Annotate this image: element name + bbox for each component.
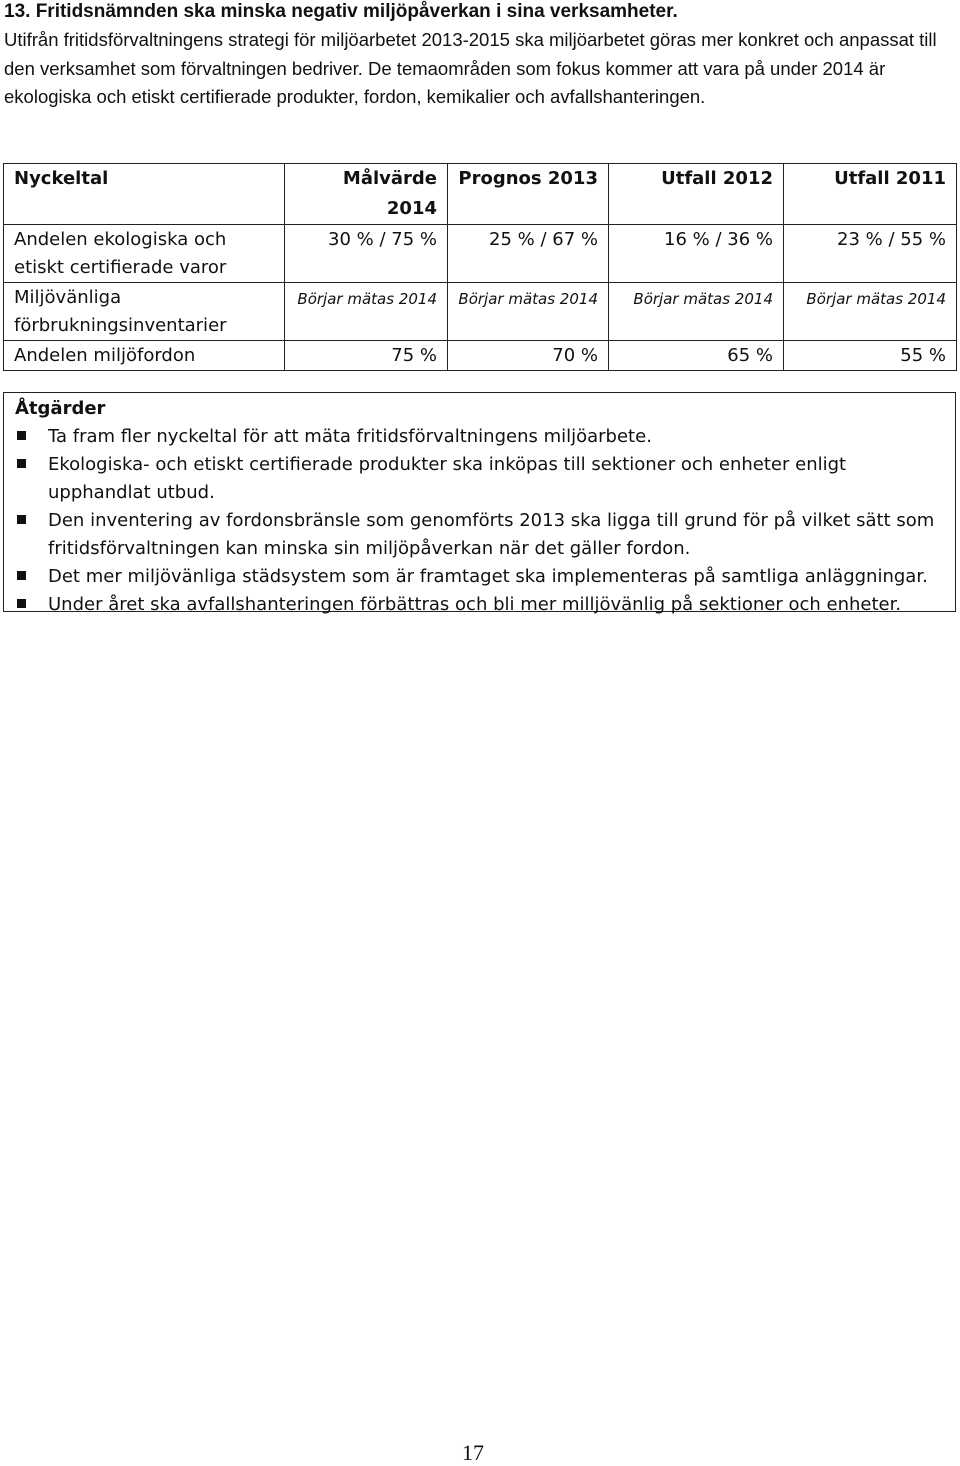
list-item [4, 451, 949, 507]
cell-value: 65 % [609, 341, 784, 371]
kpi-header-row [4, 164, 957, 225]
cell-value: 16 % / 36 % [609, 225, 784, 283]
square-bullet-icon [17, 515, 26, 524]
actions-box [3, 392, 956, 615]
list-item [4, 591, 949, 619]
table-row [4, 225, 957, 283]
page-number: 17 [462, 1440, 484, 1465]
cell-value: Börjar mätas 2014 [784, 283, 957, 341]
square-bullet-icon [17, 599, 26, 608]
cell-value: Börjar mätas 2014 [285, 283, 448, 341]
actions-title: Åtgärder [15, 398, 106, 419]
list-item-text: Ta fram fler nyckeltal för att mäta fritidsförvaltningens miljöarbete. [48, 426, 652, 447]
section-heading: 13. Fritidsnämnden ska minska negativ miljöpåverkan i sina verksamheter. [4, 1, 678, 22]
list-item [4, 423, 949, 451]
list-item-text: Den inventering av fordonsbränsle som genomförts 2013 ska ligga till grund för på vilket sätt som fritidsförvaltningen kan minska sin miljöpåverkan när det gäller fordon. [48, 510, 935, 559]
cell-value: 55 % [784, 341, 957, 371]
cell-value: 75 % [285, 341, 448, 371]
intro-paragraph: Utifrån fritidsförvaltningens strategi för miljöarbetet 2013-2015 ska miljöarbetet göras mer konkret och anpassat till den verksamhet som förvaltningen bedriver. De temaområden som fokus kommer att vara på under 2014 är ekologiska och etiskt certifierade produkter, fordon, kemikalier och avfallshanteringen. [4, 29, 937, 107]
header-malvarde-2014: Målvärde 2014 [285, 164, 448, 225]
square-bullet-icon [17, 571, 26, 580]
list-item-text: Ekologiska- och etiskt certifierade produkter ska inköpas till sektioner och enheter enligt upphandlat utbud. [48, 454, 847, 503]
cell-value: 30 % / 75 % [285, 225, 448, 283]
cell-value: 70 % [448, 341, 609, 371]
list-item-text: Det mer miljövänliga städsystem som är framtaget ska implementeras på samtliga anläggningar. [48, 566, 928, 587]
cell-value: 23 % / 55 % [784, 225, 957, 283]
list-item [4, 563, 949, 591]
square-bullet-icon [17, 459, 26, 468]
header-nyckeltal: Nyckeltal [4, 164, 285, 225]
header-prognos-2013: Prognos 2013 [448, 164, 609, 225]
header-utfall-2012: Utfall 2012 [609, 164, 784, 225]
kpi-table [3, 163, 957, 371]
header-utfall-2011: Utfall 2011 [784, 164, 957, 225]
row-label: Andelen miljöfordon [4, 341, 285, 371]
cell-value: Börjar mätas 2014 [448, 283, 609, 341]
list-item [4, 507, 949, 563]
table-row [4, 341, 957, 371]
list-item-text: Under året ska avfallshanteringen förbättras och bli mer milljövänlig på sektioner och enheter. [48, 594, 902, 615]
actions-list [4, 423, 949, 619]
cell-value: 25 % / 67 % [448, 225, 609, 283]
row-label: Miljövänliga förbrukningsinventarier [4, 283, 285, 341]
cell-value: Börjar mätas 2014 [609, 283, 784, 341]
table-row [4, 283, 957, 341]
square-bullet-icon [17, 431, 26, 440]
row-label: Andelen ekologiska och etiskt certifierade varor [4, 225, 285, 283]
